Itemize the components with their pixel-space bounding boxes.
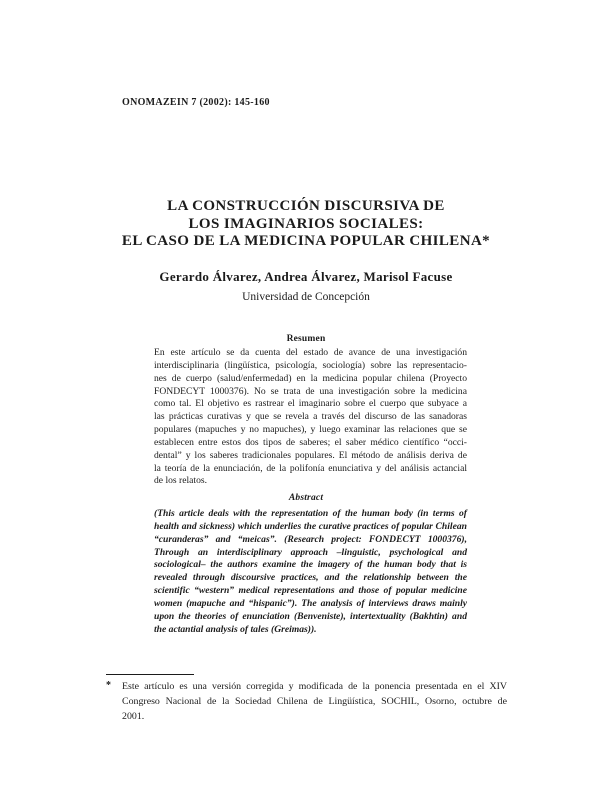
abstract-line: Through an interdisciplinary approach –linguistic, psychological and — [154, 546, 467, 558]
resumen-line: En este artículo se da cuenta del estado de avance de una investigación — [154, 347, 467, 358]
resumen-line: la teoría de la enunciación, de la polifonía enunciativa y del análisis actancial — [154, 462, 467, 474]
abstract-line: the actantial analysis of tales (Greimas)). — [154, 623, 317, 635]
abstract-line: revealed through discoursive practices, and the relationship between the — [154, 572, 467, 584]
footnote-marker: * — [106, 680, 111, 691]
footnote-line: Congreso Nacional de la Sociedad Chilena de Lingüística, SOCHIL, Osorno, octubre de — [122, 695, 507, 707]
abstract-line: scientific “western” medical representations and those of popular medicine — [154, 585, 467, 597]
resumen-line: nes de cuerpo (salud/enfermedad) en la medicina popular chilena (Proyecto — [154, 372, 467, 384]
abstract-line: health and sickness) which underlies the curative practices of popular Chilean — [154, 520, 467, 532]
abstract-line: (This article deals with the representation of the human body (in terms of — [154, 508, 467, 519]
footnote — [106, 680, 507, 724]
resumen-paragraph — [154, 347, 467, 488]
resumen-line: como tal. El objetivo es rastrear el imaginario sobre el cuerpo que subyace a — [154, 398, 467, 410]
title-line-1: LA CONSTRUCCIÓN DISCURSIVA DE — [167, 198, 445, 214]
authors: Gerardo Álvarez, Andrea Álvarez, Marisol Facuse — [159, 269, 453, 284]
title-line-3: EL CASO DE LA MEDICINA POPULAR CHILENA* — [121, 233, 491, 249]
running-head: ONOMAZEIN 7 (2002): 145-160 — [122, 97, 270, 108]
resumen-heading: Resumen — [286, 334, 326, 344]
resumen-line: populares (mapuches y no mapuches), y luego examinar las relaciones que se — [154, 424, 467, 436]
footnote-separator — [106, 674, 194, 675]
resumen-line: de los relatos. — [154, 475, 208, 487]
resumen-line: las prácticas curativas y que se revela a través del discurso de las sanadoras — [154, 411, 467, 423]
article-title — [0, 198, 612, 251]
affiliation: Universidad de Concepción — [242, 291, 370, 303]
abstract-paragraph — [154, 508, 467, 636]
resumen-line: FONDECYT 1000376). No se trata de una investigación sobre la medicina — [154, 385, 467, 397]
resumen-line: interdisciplinaria (lingüística, psicología, sociología) sobre las representacio- — [154, 359, 467, 371]
abstract-heading: Abstract — [288, 493, 324, 503]
abstract-line: “curanderas” and “meicas”. (Research project: FONDECYT 1000376), — [154, 533, 467, 545]
resumen-line: dental” y los saberes tradicionales populares. El método de análisis deriva de — [154, 449, 467, 461]
footnote-line: Este artículo es una versión corregida y modificada de la ponencia presentada en el XIV — [122, 681, 507, 692]
abstract-line: upon the theories of enunciation (Benveniste), intertextuality (Bakhtin) and — [154, 610, 467, 622]
abstract-line: sociological– the authors examine the imagery of the human body that is — [154, 559, 467, 571]
abstract-line: women (mapuche and “hispanic”). The analysis of interviews draws mainly — [154, 597, 467, 609]
footnote-line: 2001. — [122, 710, 145, 722]
title-line-2: LOS IMAGINARIOS SOCIALES: — [188, 215, 424, 232]
resumen-line: establecen entre estos dos tipos de saberes; el saber médico científico “occi- — [154, 436, 467, 448]
